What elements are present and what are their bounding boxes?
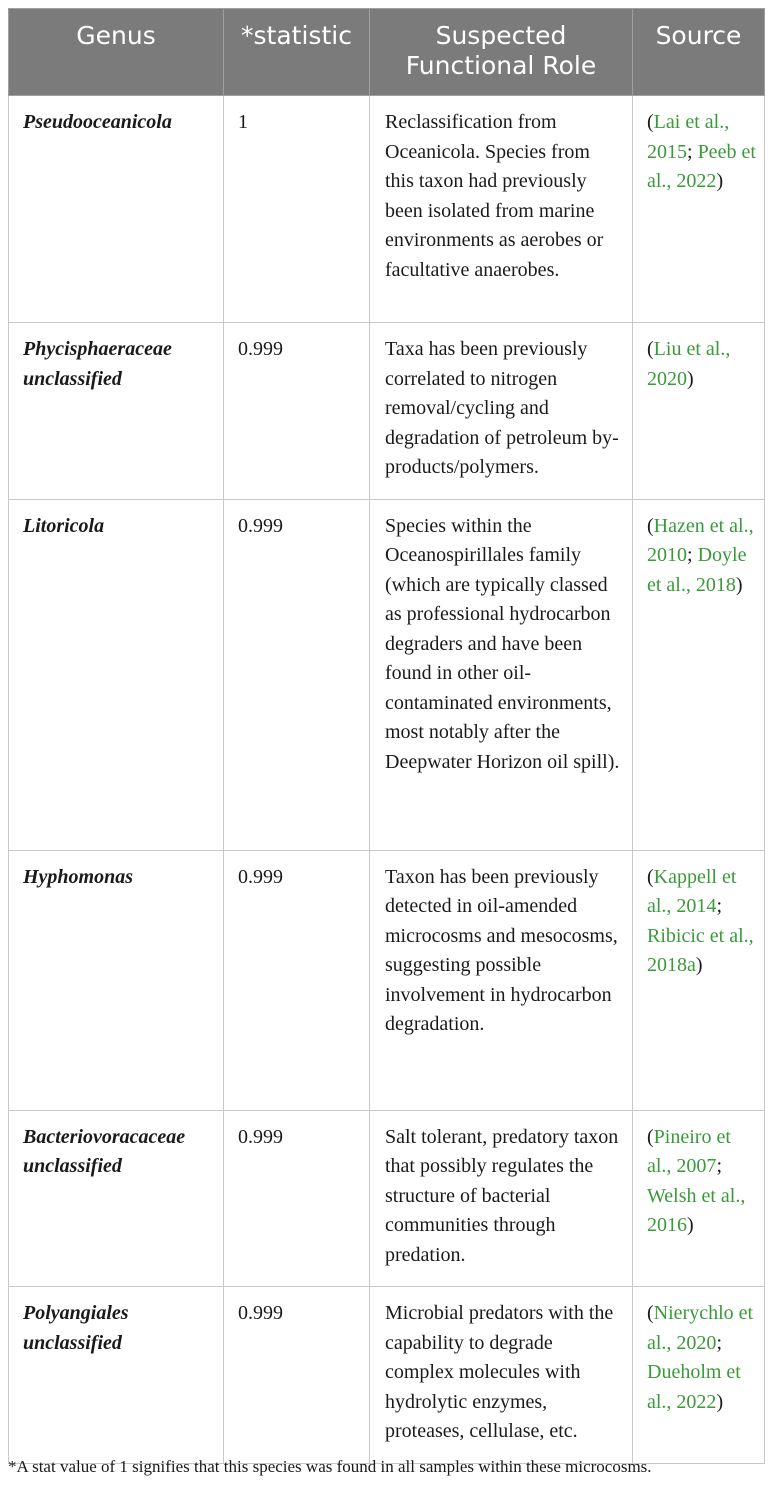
genus-cell: Polyangiales unclassified (9, 1287, 224, 1464)
genus-table (8, 8, 765, 1464)
source-close-paren: ) (716, 1390, 724, 1413)
header-functional-role: Suspected Functional Role (370, 9, 633, 96)
genus-cell: Phycisphaeraceae unclassified (9, 323, 224, 500)
citation-link[interactable]: Liu et al., 2020 (647, 338, 731, 390)
citation-link[interactable]: Dueholm et al., 2022 (647, 1361, 741, 1413)
citation-link[interactable]: Peeb et al., 2022 (647, 140, 756, 192)
source-cell (633, 323, 765, 500)
header-row (9, 9, 765, 96)
source-close-paren: ) (695, 954, 703, 976)
statistic-cell: 0.999 (224, 850, 370, 1110)
genus-cell: Bacteriovoracaceae unclassified (9, 1110, 224, 1287)
statistic-cell: 0.999 (224, 1287, 370, 1464)
citation-separator: ; (687, 140, 698, 163)
statistic-cell: 1 (224, 96, 370, 323)
genus-cell: Litoricola (9, 499, 224, 850)
genus-cell: Hyphomonas (9, 850, 224, 1110)
table-footnote: *A stat value of 1 signifies that this species was found in all samples within these microcosms. (8, 1457, 652, 1476)
table-body (9, 96, 765, 1464)
citation-separator: ; (687, 544, 698, 566)
functional-role-cell: Salt tolerant, predatory taxon that possibly regulates the structure of bacterial communities through predation. (370, 1110, 633, 1287)
source-close-paren: ) (716, 170, 724, 192)
table-row (9, 1110, 765, 1287)
functional-role-cell: Microbial predators with the capability to degrade complex molecules with hydrolytic enzymes, proteases, cellulase, etc. (370, 1287, 633, 1464)
data-table-container (8, 8, 764, 1464)
citation-separator: ; (716, 1155, 722, 1177)
source-cell (633, 850, 765, 1110)
table-row (9, 850, 765, 1110)
citation-link[interactable]: Lai et al., 2015 (647, 111, 730, 163)
citation-link[interactable]: Kappell et al., 2014 (647, 865, 737, 917)
functional-role-cell: Taxa has been previously correlated to nitrogen removal/cycling and degradation of petroleum by-products/polymers. (370, 323, 633, 500)
functional-role-cell: Reclassification from Oceanicola. Species from this taxon had previously been isolated from marine environments as aerobes or facultative anaerobes. (370, 96, 633, 323)
genus-cell: Pseudooceanicola (9, 96, 224, 323)
header-statistic: *statistic (224, 9, 370, 96)
statistic-cell: 0.999 (224, 1110, 370, 1287)
citation-link[interactable]: Nierychlo et al., 2020 (647, 1302, 754, 1354)
citation-link[interactable]: Welsh et al., 2016 (647, 1184, 746, 1236)
source-open-paren: ( (647, 338, 654, 360)
source-cell (633, 96, 765, 323)
citation-link[interactable]: Ribicic et al., 2018a (647, 924, 754, 976)
source-open-paren: ( (647, 865, 654, 888)
functional-role-cell: Taxon has been previously detected in oil-amended microcosms and mesocosms, suggesting possible involvement in hydrocarbon degradation. (370, 850, 633, 1110)
header-genus: Genus (9, 9, 224, 96)
source-open-paren: ( (647, 1125, 654, 1148)
source-close-paren: ) (735, 573, 743, 596)
statistic-cell: 0.999 (224, 499, 370, 850)
table-row (9, 1287, 765, 1464)
source-close-paren: ) (687, 1214, 694, 1236)
table-row (9, 499, 765, 850)
header-source: Source (633, 9, 765, 96)
citation-link[interactable]: Hazen et al., 2010 (647, 514, 754, 566)
table-row (9, 96, 765, 323)
table-row (9, 323, 765, 500)
statistic-cell: 0.999 (224, 323, 370, 500)
citation-separator: ; (716, 1331, 722, 1354)
source-open-paren: ( (647, 514, 654, 537)
citation-link[interactable]: Doyle et al., 2018 (647, 544, 747, 596)
citation-separator: ; (716, 895, 722, 917)
source-cell (633, 1110, 765, 1287)
source-open-paren: ( (647, 111, 654, 133)
functional-role-cell: Species within the Oceanospirillales family (which are typically classed as professional hydrocarbon degraders and have been found in other oil-contaminated environments, most notably after the Deepwater Horizon oil spill). (370, 499, 633, 850)
source-close-paren: ) (687, 367, 694, 390)
source-open-paren: ( (647, 1302, 654, 1324)
source-cell (633, 499, 765, 850)
source-cell (633, 1287, 765, 1464)
citation-link[interactable]: Pineiro et al., 2007 (647, 1125, 731, 1177)
table-header (9, 9, 765, 96)
